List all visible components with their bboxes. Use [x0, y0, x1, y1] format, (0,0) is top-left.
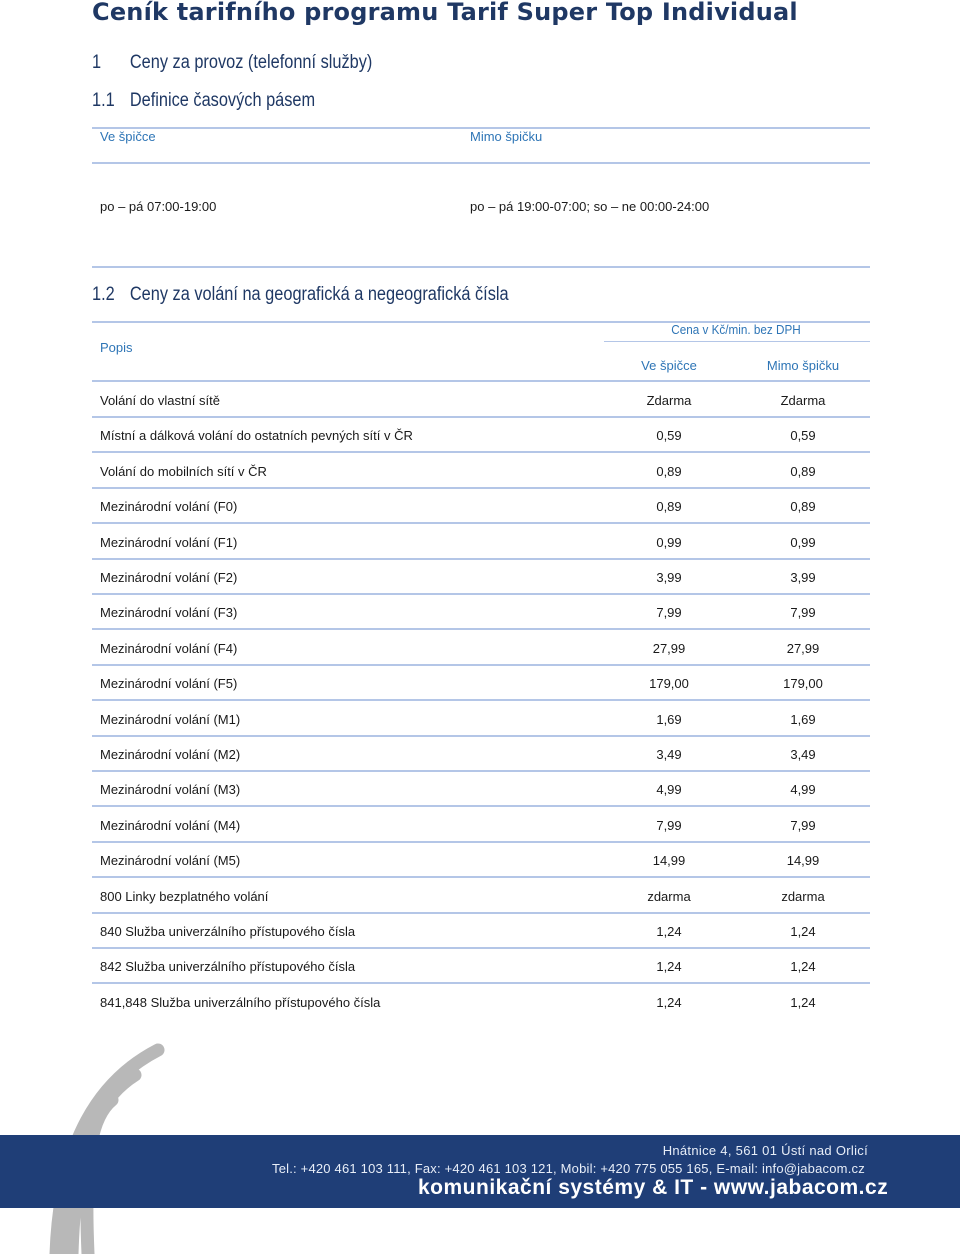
row-peak-price: 7,99: [656, 817, 682, 833]
row-peak-price: zdarma: [647, 888, 691, 904]
row-divider: [92, 735, 870, 737]
row-peak-price: 0,59: [656, 428, 682, 444]
row-offpeak-price: 179,00: [783, 676, 823, 692]
row-peak-price: 1,69: [656, 711, 682, 727]
row-divider: [92, 416, 870, 418]
row-divider: [92, 876, 870, 878]
peak-header: Ve špičce: [100, 129, 156, 144]
row-offpeak-price: 3,49: [790, 747, 816, 762]
row-divider: [92, 947, 870, 949]
row-divider: [92, 805, 870, 807]
row-divider: [92, 593, 870, 595]
row-label: Mezinárodní volání (F1): [100, 534, 238, 550]
offpeak-value: po – pá 19:00-07:00; so – ne 00:00-24:00: [470, 199, 710, 214]
row-peak-price: 0,99: [656, 534, 682, 550]
col-price-header: Cena v Kč/min. bez DPH: [671, 322, 801, 337]
row-offpeak-price: 7,99: [790, 817, 816, 833]
section-number: 1: [92, 52, 102, 73]
row-label: Mezinárodní volání (M5): [100, 853, 241, 869]
row-offpeak-price: 0,59: [790, 428, 816, 444]
row-peak-price: 3,99: [656, 570, 682, 585]
row-offpeak-price: 1,24: [790, 924, 816, 939]
section-heading-1: [92, 52, 372, 74]
row-peak-price: 7,99: [656, 605, 682, 621]
section-heading-1-2: [92, 284, 509, 306]
row-divider: [92, 699, 870, 701]
row-peak-price: 1,24: [656, 994, 682, 1010]
row-label: Volání do mobilních sítí v ČR: [100, 463, 267, 479]
row-label: 800 Linky bezplatného volání: [100, 888, 269, 904]
row-label: Místní a dálková volání do ostatních pevných sítí v ČR: [100, 428, 413, 444]
footer-address: Hnátnice 4, 561 01 Ústí nad Orlicí: [662, 1143, 868, 1158]
row-peak-price: 1,24: [656, 924, 682, 939]
row-label: Mezinárodní volání (M1): [100, 711, 241, 727]
col-peak-header: Ve špičce: [641, 358, 697, 373]
section-number: 1.2: [92, 284, 115, 305]
table-rule: [92, 162, 870, 164]
row-peak-price: 179,00: [649, 676, 689, 692]
row-label: 841,848 Služba univerzálního přístupového čísla: [100, 994, 381, 1010]
footer-tagline: komunikační systémy & IT - www.jabacom.cz: [418, 1176, 889, 1199]
row-divider: [92, 487, 870, 489]
table-rule: [92, 266, 870, 268]
row-divider: [92, 628, 870, 630]
row-peak-price: 0,89: [656, 499, 682, 515]
row-label: Mezinárodní volání (F5): [100, 676, 238, 692]
row-label: Mezinárodní volání (M3): [100, 782, 241, 798]
row-offpeak-price: 4,99: [790, 782, 816, 798]
row-offpeak-price: Zdarma: [780, 393, 826, 408]
row-offpeak-price: 1,69: [790, 711, 816, 727]
row-label: Mezinárodní volání (M4): [100, 817, 241, 833]
row-label: Mezinárodní volání (F0): [100, 499, 238, 515]
row-offpeak-price: 14,99: [786, 853, 820, 869]
row-divider: [92, 912, 870, 914]
row-offpeak-price: 0,89: [790, 463, 816, 479]
row-peak-price: Zdarma: [646, 393, 692, 408]
row-label: Mezinárodní volání (F4): [100, 640, 238, 656]
row-peak-price: 27,99: [652, 640, 686, 656]
row-divider: [92, 664, 870, 666]
row-divider: [92, 558, 870, 560]
row-offpeak-price: 3,99: [790, 570, 816, 585]
row-offpeak-price: 1,24: [790, 994, 816, 1010]
row-offpeak-price: zdarma: [781, 888, 825, 904]
row-offpeak-price: 0,99: [790, 534, 816, 550]
row-peak-price: 3,49: [656, 747, 682, 762]
row-label: Mezinárodní volání (M2): [100, 747, 241, 762]
row-label: Mezinárodní volání (F2): [100, 570, 238, 585]
col-offpeak-header: Mimo špičku: [766, 358, 840, 373]
row-peak-price: 4,99: [656, 782, 682, 798]
row-label: 840 Služba univerzálního přístupového čísla: [100, 924, 356, 939]
row-divider: [92, 770, 870, 772]
row-peak-price: 1,24: [656, 959, 682, 975]
section-title: Ceny za volání na geografická a negeografická čísla: [129, 284, 509, 305]
row-offpeak-price: 0,89: [790, 499, 816, 515]
row-divider: [92, 522, 870, 524]
table-rule: [92, 380, 870, 382]
row-label: Volání do vlastní sítě: [100, 393, 220, 408]
col-popis-header: Popis: [100, 340, 133, 355]
page-title: Ceník tarifního programu Tarif Super Top Individual: [92, 0, 798, 26]
row-peak-price: 0,89: [656, 463, 682, 479]
row-offpeak-price: 7,99: [790, 605, 816, 621]
footer-banner: [0, 1135, 960, 1208]
table-rule: [604, 341, 870, 342]
section-number: 1.1: [92, 90, 115, 111]
row-divider: [92, 841, 870, 843]
offpeak-header: Mimo špičku: [470, 129, 543, 144]
section-title: Definice časových pásem: [129, 90, 316, 111]
row-label: 842 Služba univerzálního přístupového čísla: [100, 959, 356, 975]
footer-contacts: Tel.: +420 461 103 111, Fax: +420 461 103 121, Mobil: +420 775 055 165, E-mail: info@jabacom.cz: [272, 1161, 865, 1176]
section-heading-1-1: [92, 90, 315, 112]
row-divider: [92, 982, 870, 984]
peak-value: po – pá 07:00-19:00: [100, 199, 217, 214]
section-title: Ceny za provoz (telefonní služby): [129, 52, 373, 73]
row-peak-price: 14,99: [652, 853, 686, 869]
row-offpeak-price: 1,24: [790, 959, 816, 975]
row-offpeak-price: 27,99: [786, 640, 820, 656]
row-divider: [92, 451, 870, 453]
row-label: Mezinárodní volání (F3): [100, 605, 238, 621]
